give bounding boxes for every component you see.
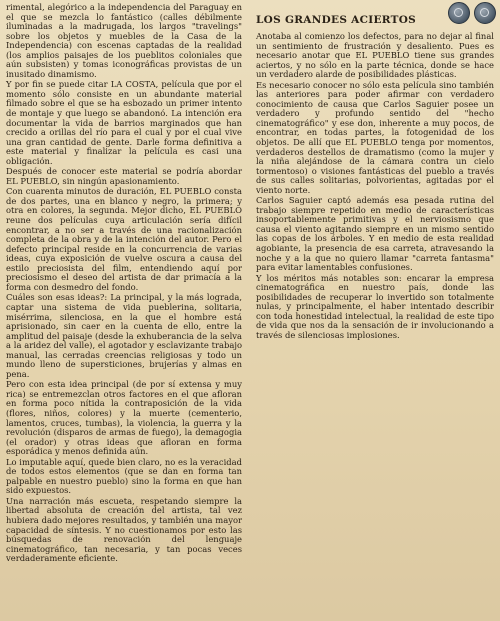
paragraph: Es necesario conocer no sólo esta película sino también las anteriores para poder afirmar con verdadero conocimiento de causa que Carlos Saguier posee un verdadero y profundo sentido del "hecho cinematográfico" y ese don, inherente a muy pocos, de encontrar, en todas partes, la fotogenidad de los objetos. De allí que EL PUEBLO tenga por momentos, verdaderos destellos de dramatismo (como la mujer y la niña alejándose de la cámara contra un cielo tormentoso) o visiones fantásticas del pueblo a través de sus calles solitarias, polvorientas, agitadas por el viento norte. [256, 79, 494, 195]
paragraph: Pero con esta idea principal (de por sí extensa y muy rica) se entremezclan otros factores en el que afloran en forma poco nítida la contraposición de la vida (flores, niños, colores) y la muerte (cementerio, lamentos, cruces, tumbas), la violencia, la guerra y la revolución (disparos de armas de fuego), la demagogia (el orador) y otras ideas que afloran en forma esporádica y menos definida aún. [6, 379, 242, 457]
paragraph: Anotaba al comienzo los defectos, para no dejar al final un sentimiento de frustración y desaliento. Pues es necesario anotar que EL PUEBLO tiene sus grandes aciertos, y no sólo en la parte técnica, donde se hace un verdadero alarde de posibilidades plásticas. [256, 31, 494, 80]
paragraph: rimental, alegórico a la independencia del Paraguay en el que se mezcla lo fantástico (calles débilmente iluminadas a la madrugada, los largos "travelings" sobre los objetos y muebles de la Casa de la Independencia) con escenas captadas de la realidad (los amplios paisajes de los pueblitos coloniales que aún subsisten) y tomas iconográficas provistas de un inusitado dinamismo. [6, 2, 242, 79]
right-column [256, 14, 494, 342]
paragraph: Y por fin se puede citar LA COSTA, película que por el momento sólo consiste en un abundante material filmado sobre el que se ha esbozado un primer intento de montaje y que luego se abandonó. La intención era documentar la vida de barrios marginados que han crecido a orillas del río para el cual y por el cual vive una gran cantidad de gente. Darle forma definitiva a este material y finalizar la película es casi una obligación. [6, 79, 242, 166]
paragraph: Carlos Saguier captó además esa pesada rutina del trabajo siempre repetido en medio de características insoportablemente primitivas y el nerviosismo que causa el viento agitando siempre en un mismo sentido las copas de los árboles. Y en medio de esta realidad agobiante, la presencia de esa carreta, atravesando la noche y a la que no quiero llamar "carreta fantasma" para evitar lamentables confusiones. [256, 195, 494, 273]
paragraph: Cuáles son esas ideas?: La principal, y la más lograda, captar una sistema de vida pueblerina, solitaria, misérrima, silenciosa, en la que el hombre está aprisionado, sin caer en la cuenta de ello, entre la amplitud del paisaje (desde la exhuberancia de la selva a la aridez del valle), el agotador y esclavizante trabajo manual, las cerradas creencias religiosas y todo un mundo lleno de supersticiones, brujerías y almas en pena. [6, 292, 242, 379]
section-heading: LOS GRANDES ACIERTOS [256, 14, 417, 26]
paragraph: Y los méritos más notables son: encarar la empresa cinematográfica en nuestro país, donde las posibilidades de recuperar lo invertido son totalmente nulas, y principalmente, el haber intentado describir con toda honestidad intelectual, la realidad de este tipo de vida que nos da la sensación de ir involucionando a través de silenciosas implosiones. [256, 272, 494, 340]
left-column [6, 3, 242, 565]
paragraph: Después de conocer este material se podría abordar EL PUEBLO, sin ningún apasionamiento. [6, 166, 242, 186]
paragraph: Lo imputable aquí, quede bien claro, no es la veracidad de todos estos elementos (que se dan en forma tan palpable en nuestro pueblo) sino la forma en que han sido expuestos. [6, 456, 243, 496]
paragraph: Con cuarenta minutos de duración, EL PUEBLO consta de dos partes, una en blanco y negro, la primera; y otra en colores, la segunda. Mejor dicho, EL PUEBLO reune dos películas cuya articulación sería difícil encontrar, a no ser a través de una racionalización completa de la obra y de la intención del autor. Pero el defecto principal reside en la concurrencia de varias ideas, cuya exposición de vuelve oscura a causa del estilo preciosista del film, entendiendo aquí por preciosismo el deseo del artista de dar primacía a la forma con desmedro del fondo. [6, 186, 242, 292]
paragraph: Una narración más escueta, respetando siempre la libertad absoluta de creación del artista, tal vez hubiera dado mejores resultados, y también una mayor capacidad de síntesis. Y no cuestionamos por esto las búsquedas de renovación del lenguaje cinematográfico, tan necesaria, y tan pocas veces verdaderamente eficiente. [6, 495, 242, 564]
